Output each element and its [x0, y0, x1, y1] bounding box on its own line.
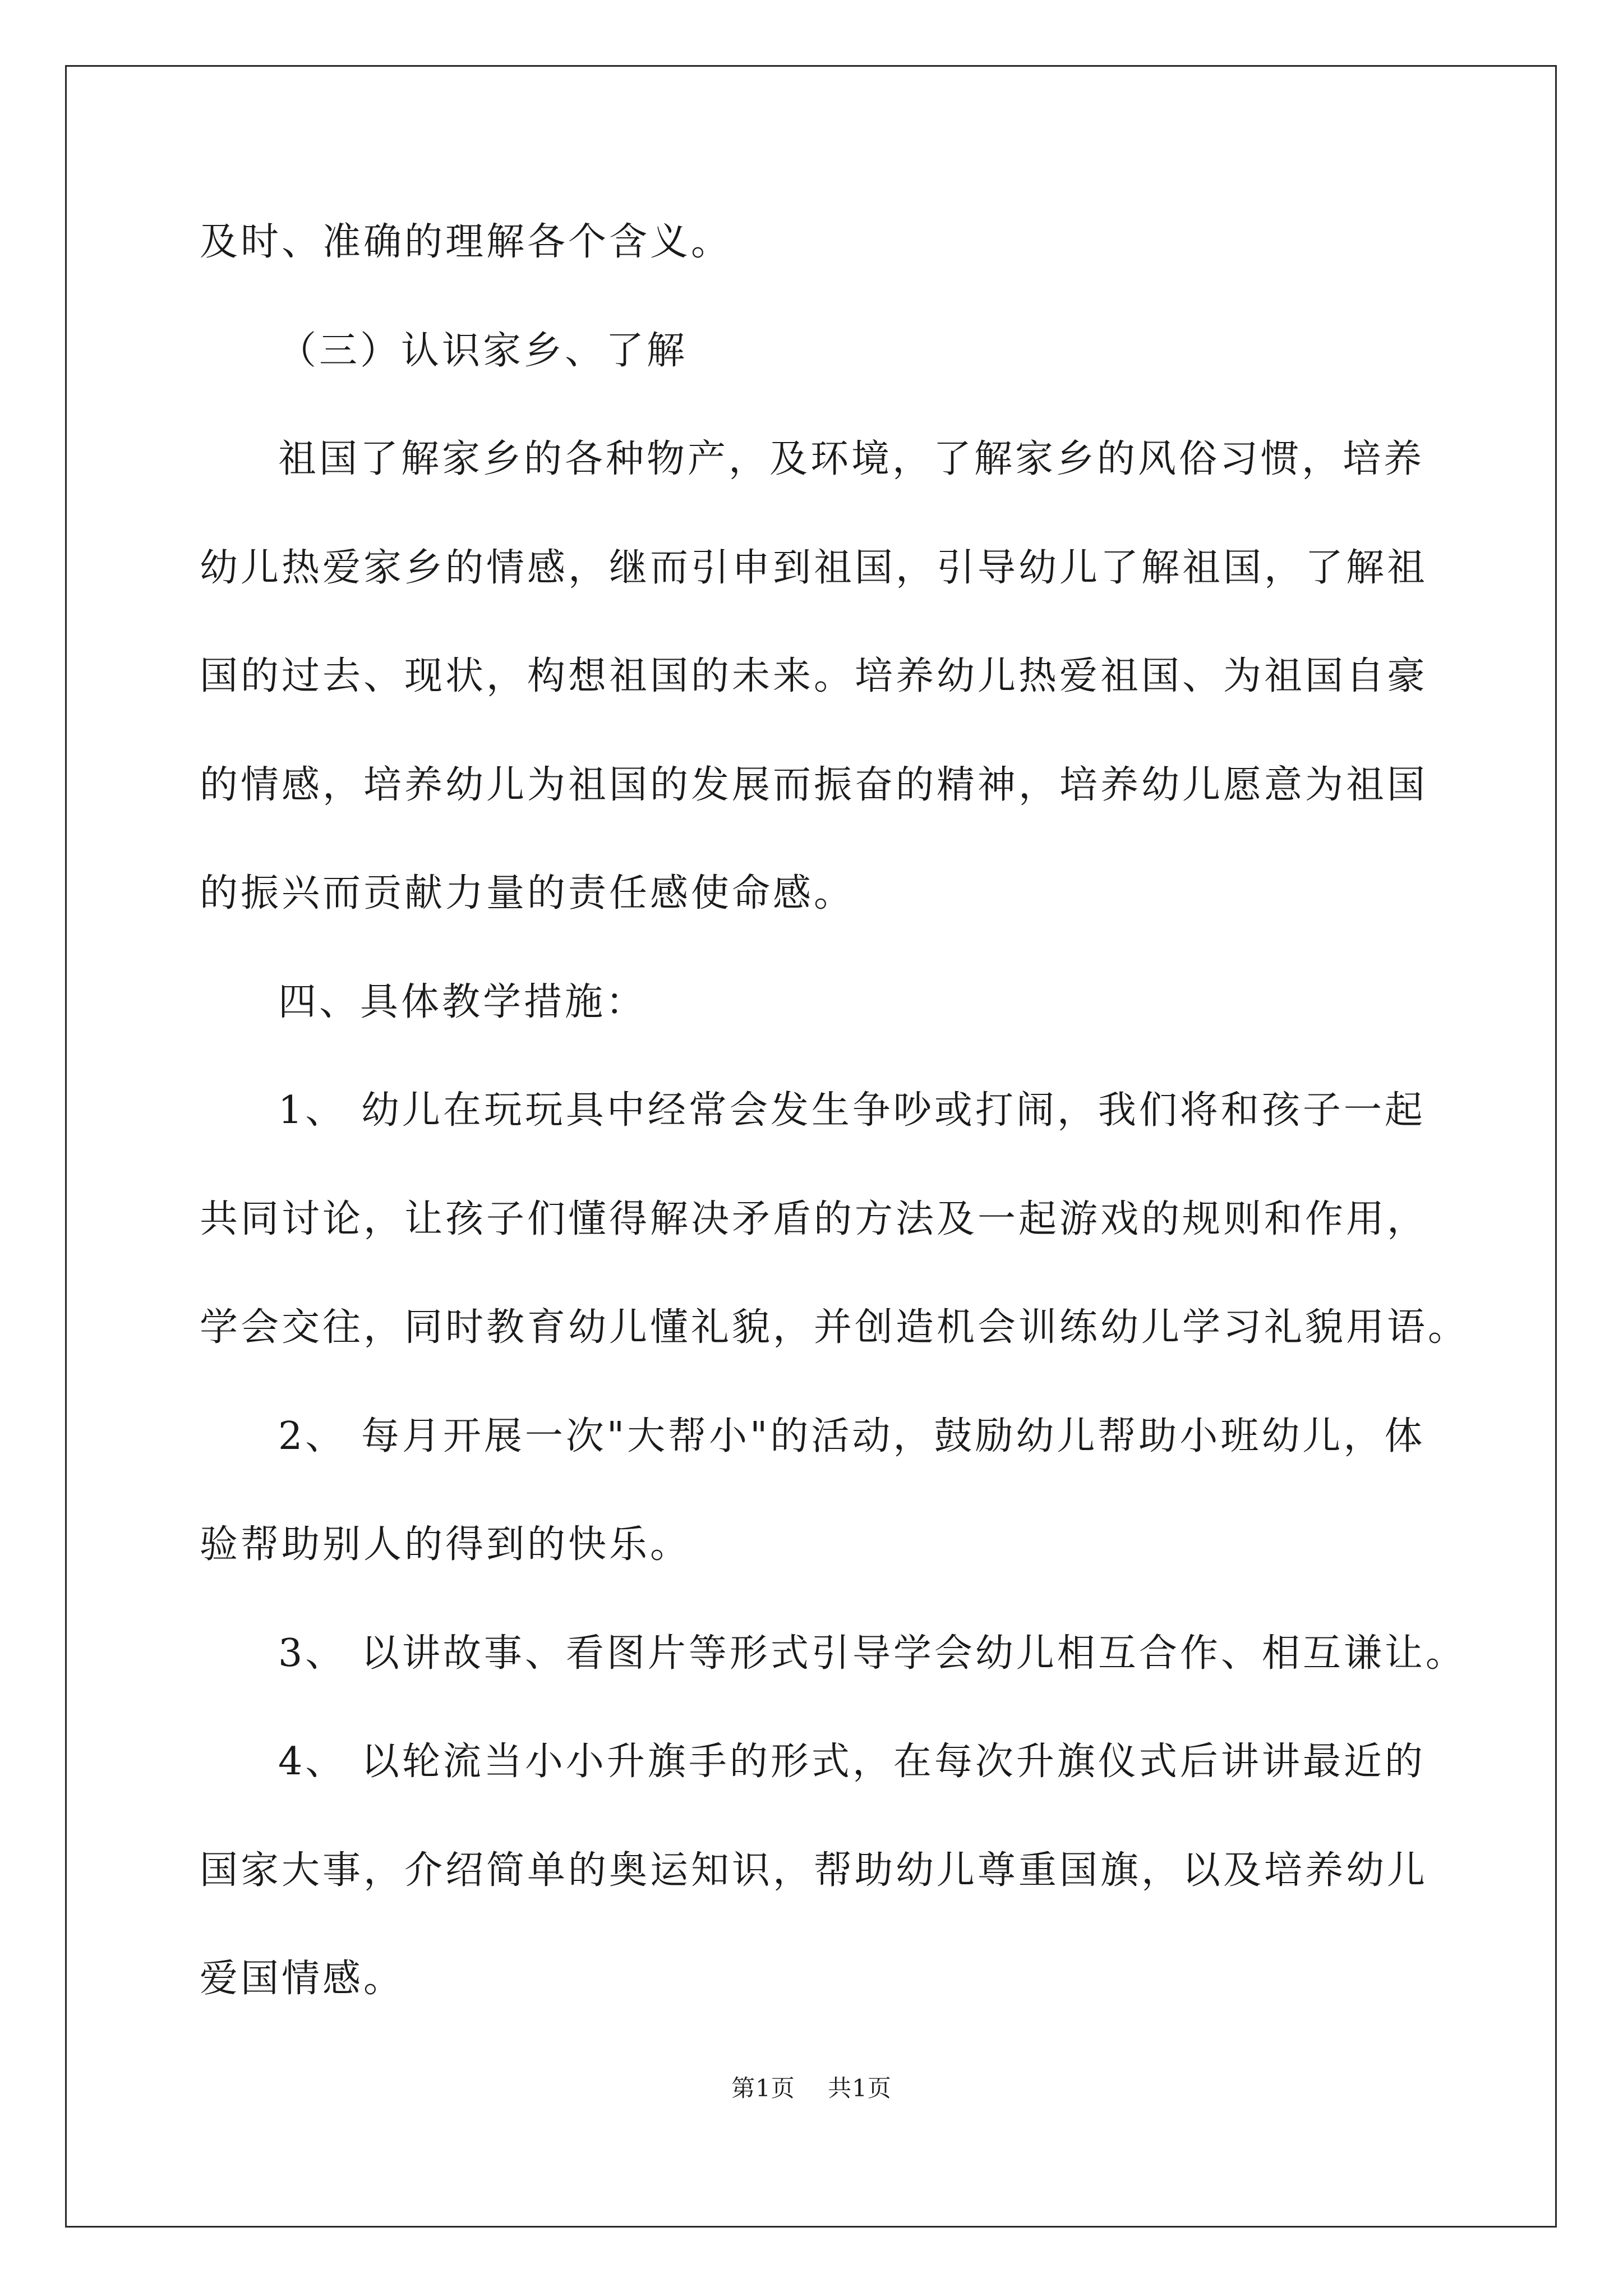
text-line: 共同讨论，让孩子们懂得解决矛盾的方法及一起游戏的规则和作用， — [200, 1197, 1428, 1241]
text-line: 国的过去、现状，构想祖国的未来。培养幼儿热爱祖国、为祖国自豪 — [200, 654, 1428, 698]
text-line: 3、 以讲故事、看图片等形式引导学会幼儿相互合作、相互谦让。 — [278, 1631, 1467, 1676]
text-line: 1、 幼儿在玩玩具中经常会发生争吵或打闹，我们将和孩子一起 — [278, 1088, 1426, 1133]
page-number: 第1页 — [731, 2074, 795, 2102]
document-body — [200, 214, 1469, 2060]
page-total: 共1页 — [828, 2074, 892, 2102]
text-line: 幼儿热爱家乡的情感，继而引申到祖国，引导幼儿了解祖国，了解祖 — [200, 545, 1428, 590]
text-line: 学会交往，同时教育幼儿懂礼貌，并创造机会训练幼儿学习礼貌用语。 — [200, 1305, 1469, 1350]
text-line: 2、 每月开展一次"大帮小"的活动，鼓励幼儿帮助小班幼儿，体 — [278, 1414, 1426, 1458]
text-line: 的振兴而贡献力量的责任感使命感。 — [200, 871, 855, 915]
text-line: 4、 以轮流当小小升旗手的形式，在每次升旗仪式后讲讲最近的 — [278, 1740, 1426, 1784]
text-line: 四、具体教学措施： — [278, 979, 647, 1024]
text-line: 验帮助别人的得到的快乐。 — [200, 1522, 691, 1567]
text-line: 的情感，培养幼儿为祖国的发展而振奋的精神，培养幼儿愿意为祖国 — [200, 762, 1428, 807]
text-line: 爱国情感。 — [200, 1957, 405, 2001]
text-line: 祖国了解家乡的各种物产，及环境，了解家乡的风俗习惯，培养 — [278, 437, 1425, 481]
text-line: 国家大事，介绍简单的奥运知识，帮助幼儿尊重国旗，以及培养幼儿 — [200, 1848, 1428, 1893]
text-line: 及时、准确的理解各个含义。 — [200, 220, 732, 264]
page-footer — [0, 2070, 1623, 2104]
text-line: （三）认识家乡、了解 — [278, 328, 688, 373]
